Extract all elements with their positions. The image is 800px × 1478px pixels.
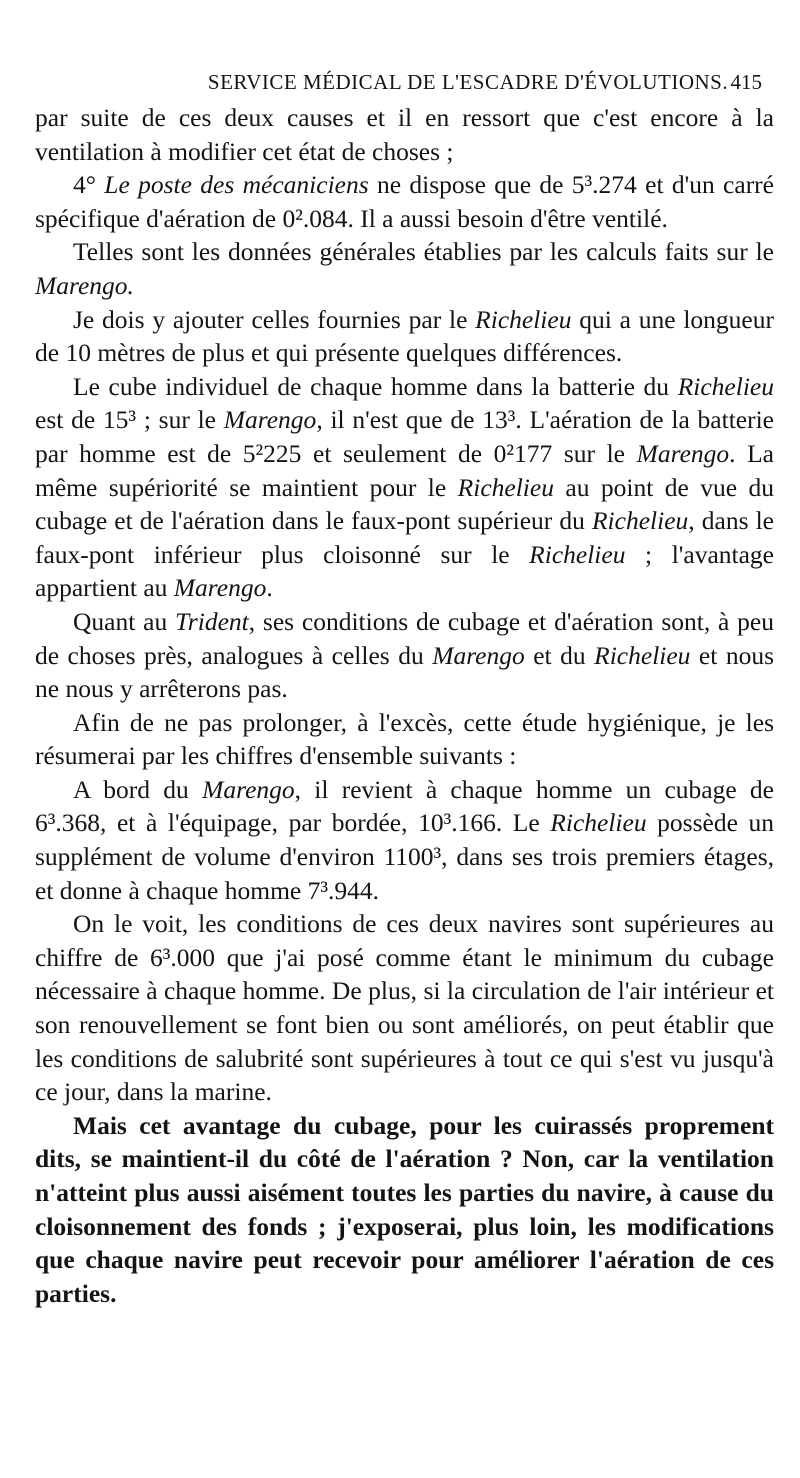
- paragraph: par suite de ces deux causes et il en ressort que c'est encore à la ventilation à modifier cet état de choses ;: [35, 103, 774, 166]
- italic-ship-name: Richelieu: [594, 640, 691, 670]
- italic-ship-name: Trident: [175, 606, 249, 636]
- paragraph: Telles sont les données générales établies par les calculs faits sur le Marengo.: [35, 237, 774, 300]
- italic-ship-name: Le poste des mécaniciens: [104, 170, 369, 200]
- text-body: [35, 101, 774, 1310]
- italic-ship-name: Richelieu: [475, 304, 572, 334]
- italic-ship-name: Richelieu: [457, 472, 554, 502]
- paragraph: 4° Le poste des mécaniciens ne dispose que de 5³.274 et d'un carré spécifique d'aération de 0².084. Il a aussi besoin d'être ventilé.: [35, 170, 774, 233]
- italic-ship-name: Marengo: [432, 640, 525, 670]
- paragraph: A bord du Marengo, il revient à chaque homme un cubage de 6³.368, et à l'équipage, par bordée, 10³.166. Le Richelieu possède un supplément de volume d'environ 1100³, dans ses trois premiers étages, et donne à chaque homme 7³.944.: [35, 774, 775, 905]
- italic-ship-name: Marengo: [202, 774, 295, 804]
- italic-ship-name: Marengo.: [35, 270, 134, 300]
- running-header: [150, 64, 766, 100]
- italic-ship-name: Richelieu: [529, 539, 626, 569]
- running-title: SERVICE MÉDICAL DE L'ESCADRE D'ÉVOLUTIONS.: [207, 70, 729, 94]
- italic-ship-name: Marengo: [636, 438, 730, 468]
- italic-ship-name: Richelieu: [591, 506, 689, 536]
- italic-ship-name: Richelieu: [550, 808, 647, 838]
- italic-ship-name: Marengo: [173, 573, 267, 603]
- paragraph: Mais cet avantage du cubage, pour les cuirassés proprement dits, se maintient-il du côté de l'aération ? Non, car la ventilation n'atteint plus aussi aisément toutes les parties du navire, à cause du cloisonnement des fonds ; j'exposerai, plus loin, les modifications que chaque navire peut recevoir pour améliorer l'aération de ces parties.: [35, 1110, 774, 1308]
- italic-ship-name: Richelieu: [677, 371, 774, 401]
- paragraph: On le voit, les conditions de ces deux navires sont supérieures au chiffre de 6³.000 que j'ai posé comme étant le minimum du cubage nécessaire à chaque homme. De plus, si la circulation de l'air intérieur et son renouvellement se font bien ou sont améliorés, on peut établir que les conditions de salubrité sont supérieures à tout ce qui s'est vu jusqu'à ce jour, dans la marine.: [35, 909, 774, 1107]
- paragraph: Afin de ne pas prolonger, à l'excès, cette étude hygiénique, je les résumerai par les chiffres d'ensemble suivants :: [35, 707, 774, 771]
- paragraph: Le cube individuel de chaque homme dans la batterie du Richelieu est de 15³ ; sur le Marengo, il n'est que de 13³. L'aération de la batterie par homme est de 5²225 et seulement de 0²177 sur le Marengo. La même supériorité se maintient pour le Richelieu au point de vue du cubage et de l'aération dans le faux-pont supérieur du Richelieu, dans le faux-pont inférieur plus cloisonné sur le Richelieu ; l'avantage appartient au Marengo.: [35, 371, 774, 603]
- paragraph: Je dois y ajouter celles fournies par le Richelieu qui a une longueur de 10 mètres de plus et qui présente quelques différences.: [35, 304, 774, 368]
- page-number: 415: [730, 70, 762, 94]
- italic-ship-name: Marengo: [223, 405, 317, 435]
- paragraph: Quant au Trident, ses conditions de cubage et d'aération sont, à peu de choses près, analogues à celles du Marengo et du Richelieu et nous ne nous y arrêterons pas.: [35, 606, 775, 704]
